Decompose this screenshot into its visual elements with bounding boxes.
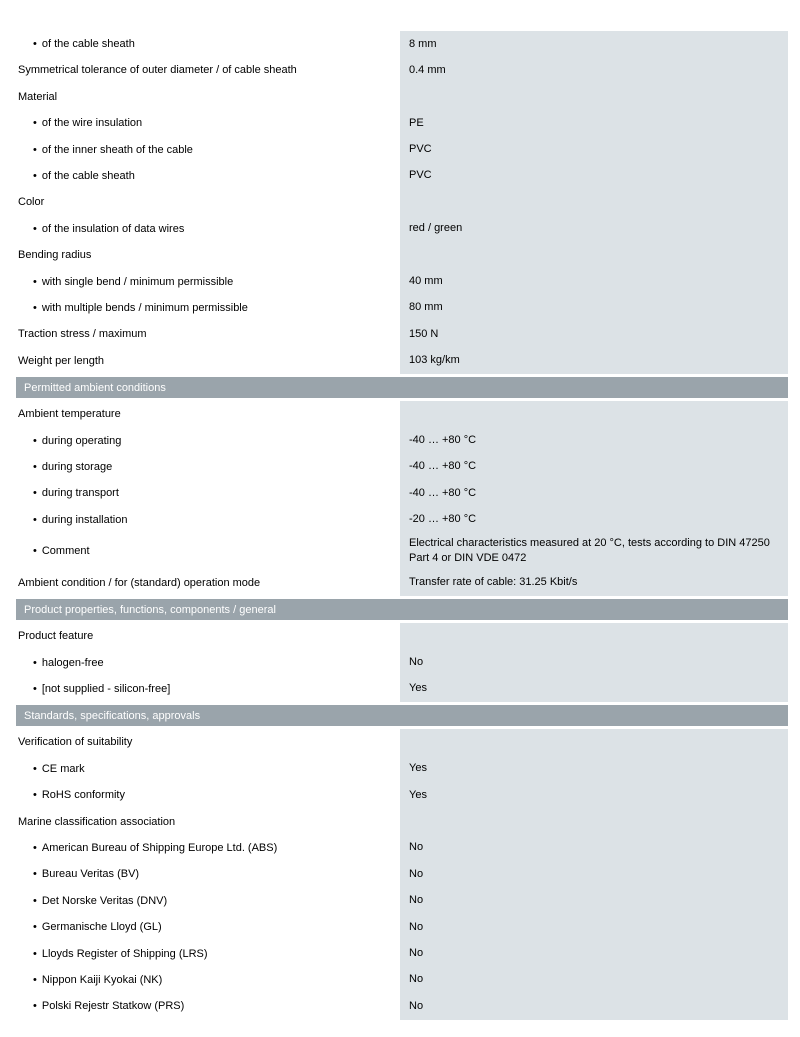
bullet-icon: •	[33, 301, 37, 314]
bullet-icon: •	[33, 38, 37, 51]
table-row	[16, 216, 788, 242]
row-value: red / green	[400, 216, 788, 242]
row-label-text: CE mark	[41, 762, 85, 775]
bullet-icon: •	[33, 656, 37, 669]
table-row	[16, 454, 788, 480]
row-value: 40 mm	[400, 269, 788, 295]
row-label-text: RoHS conformity	[41, 789, 125, 802]
bullet-icon: •	[33, 973, 37, 986]
row-label-text: [not supplied - silicon-free]	[41, 683, 171, 696]
row-label	[16, 321, 400, 347]
row-label-text: of the insulation of data wires	[41, 222, 185, 235]
row-value: No	[400, 861, 788, 887]
row-value: 8 mm	[400, 31, 788, 57]
row-label	[16, 216, 400, 242]
row-value: Transfer rate of cable: 31.25 Kbit/s	[400, 570, 788, 596]
row-value: No	[400, 914, 788, 940]
row-value: -40 … +80 °C	[400, 427, 788, 453]
row-label	[16, 888, 400, 914]
row-label-text: of the cable sheath	[41, 170, 135, 182]
table-row	[16, 110, 788, 136]
table-row	[16, 57, 788, 83]
row-value: PVC	[400, 137, 788, 163]
bullet-icon: •	[33, 487, 37, 500]
row-label	[16, 809, 400, 835]
row-value: No	[400, 888, 788, 914]
row-value: 150 N	[400, 321, 788, 347]
row-label	[16, 269, 400, 295]
row-label	[16, 861, 400, 887]
bullet-icon: •	[33, 921, 37, 934]
row-label-text: Color	[18, 196, 45, 209]
row-label-text: of the inner sheath of the cable	[41, 143, 193, 156]
bullet-icon: •	[33, 460, 37, 473]
row-label-text: Symmetrical tolerance of outer diameter / of cable sheath	[18, 64, 297, 77]
row-label	[16, 189, 400, 215]
section-header: Product properties, functions, components / general	[16, 599, 788, 620]
row-label	[16, 650, 400, 676]
table-row	[16, 888, 788, 914]
bullet-icon: •	[33, 513, 37, 526]
table-row	[16, 507, 788, 533]
row-value: No	[400, 650, 788, 676]
row-label-text: with single bend / minimum permissible	[41, 275, 234, 288]
table-row	[16, 809, 788, 835]
row-label	[16, 110, 400, 136]
row-label-text: Traction stress / maximum	[18, 328, 147, 341]
row-value: PVC	[400, 163, 788, 189]
row-label	[16, 507, 400, 533]
bullet-icon: •	[33, 947, 37, 960]
row-label-text: of the cable sheath	[41, 38, 135, 51]
bullet-icon: •	[33, 683, 37, 696]
table-row	[16, 84, 788, 110]
row-label-text: Verification of suitability	[18, 736, 133, 749]
row-value: No	[400, 967, 788, 993]
row-label	[16, 31, 400, 57]
row-label	[16, 163, 400, 189]
bullet-icon: •	[33, 545, 37, 558]
row-label-text: Weight per length	[18, 354, 105, 367]
table-row	[16, 756, 788, 782]
row-label-text: Germanische Lloyd (GL)	[41, 921, 162, 934]
row-label-text: Marine classification association	[18, 815, 176, 828]
table-row	[16, 993, 788, 1019]
spec-table	[16, 31, 788, 1020]
row-label	[16, 57, 400, 83]
row-value: Yes	[400, 782, 788, 808]
row-label	[16, 993, 400, 1019]
table-row	[16, 623, 788, 649]
table-row	[16, 242, 788, 268]
row-value	[400, 242, 788, 268]
row-label	[16, 967, 400, 993]
table-row	[16, 321, 788, 347]
row-value	[400, 189, 788, 215]
row-label-text: during operating	[41, 434, 122, 447]
row-label-text: during installation	[41, 513, 128, 526]
bullet-icon: •	[33, 762, 37, 775]
row-label	[16, 480, 400, 506]
table-row	[16, 427, 788, 453]
row-label-text: with multiple bends / minimum permissible	[41, 301, 248, 314]
table-row	[16, 835, 788, 861]
table-row	[16, 137, 788, 163]
row-label-text: Det Norske Veritas (DNV)	[41, 894, 168, 907]
bullet-icon: •	[33, 143, 37, 156]
row-label	[16, 941, 400, 967]
row-label	[16, 676, 400, 702]
row-label	[16, 84, 400, 110]
row-label-text: Ambient temperature	[18, 408, 121, 421]
row-label	[16, 242, 400, 268]
table-row	[16, 189, 788, 215]
bullet-icon: •	[33, 117, 37, 130]
row-value: No	[400, 941, 788, 967]
row-label-text: halogen-free	[41, 656, 104, 669]
table-row	[16, 348, 788, 374]
row-label	[16, 729, 400, 755]
row-value: No	[400, 993, 788, 1019]
table-row	[16, 570, 788, 596]
row-value: 80 mm	[400, 295, 788, 321]
row-label	[16, 295, 400, 321]
row-label	[16, 623, 400, 649]
row-label-text: Polski Rejestr Statkow (PRS)	[41, 1000, 185, 1013]
row-label	[16, 137, 400, 163]
row-label	[16, 782, 400, 808]
row-label-text: Material	[18, 90, 58, 103]
table-row	[16, 269, 788, 295]
bullet-icon: •	[33, 170, 37, 182]
table-row	[16, 676, 788, 702]
row-value	[400, 401, 788, 427]
row-label-text: Ambient condition / for (standard) operation mode	[18, 576, 261, 589]
row-value: No	[400, 835, 788, 861]
row-label	[16, 570, 400, 596]
row-label	[16, 756, 400, 782]
table-row	[16, 650, 788, 676]
row-label-text: Product feature	[18, 630, 94, 643]
row-label	[16, 454, 400, 480]
bullet-icon: •	[33, 275, 37, 288]
row-label-text: of the wire insulation	[41, 117, 143, 130]
table-row	[16, 533, 788, 570]
row-value: PE	[400, 110, 788, 136]
row-label	[16, 914, 400, 940]
table-row	[16, 861, 788, 887]
table-row	[16, 480, 788, 506]
row-label-text: during storage	[41, 460, 113, 473]
row-label-text: Bending radius	[18, 249, 92, 262]
bullet-icon: •	[33, 894, 37, 907]
row-value	[400, 729, 788, 755]
row-label-text: Lloyds Register of Shipping (LRS)	[41, 947, 208, 960]
section-header: Permitted ambient conditions	[16, 377, 788, 398]
bullet-icon: •	[33, 434, 37, 447]
row-label	[16, 533, 400, 570]
row-value	[400, 84, 788, 110]
row-label	[16, 348, 400, 374]
row-value: 0.4 mm	[400, 57, 788, 83]
row-label-text: American Bureau of Shipping Europe Ltd. (ABS)	[41, 841, 278, 854]
row-label-text: during transport	[41, 487, 119, 500]
row-value: -40 … +80 °C	[400, 454, 788, 480]
row-label-text: Comment	[41, 545, 90, 558]
row-label	[16, 401, 400, 427]
table-row	[16, 31, 788, 57]
row-label	[16, 427, 400, 453]
table-row	[16, 401, 788, 427]
bullet-icon: •	[33, 841, 37, 854]
row-label-text: Nippon Kaiji Kyokai (NK)	[41, 973, 163, 986]
row-value	[400, 623, 788, 649]
table-row	[16, 941, 788, 967]
row-label-text: Bureau Veritas (BV)	[41, 868, 140, 881]
row-value: Yes	[400, 676, 788, 702]
table-row	[16, 914, 788, 940]
bullet-icon: •	[33, 868, 37, 881]
row-value: 103 kg/km	[400, 348, 788, 374]
bullet-icon: •	[33, 1000, 37, 1013]
row-value: -40 … +80 °C	[400, 480, 788, 506]
row-value: Yes	[400, 756, 788, 782]
table-row	[16, 163, 788, 189]
row-value: Electrical characteristics measured at 20 °C, tests according to DIN 47250 Part 4 or DIN VDE 0472	[400, 533, 788, 570]
bullet-icon: •	[33, 222, 37, 235]
table-row	[16, 295, 788, 321]
row-label	[16, 835, 400, 861]
table-row	[16, 967, 788, 993]
table-row	[16, 729, 788, 755]
row-value	[400, 809, 788, 835]
row-value: -20 … +80 °C	[400, 507, 788, 533]
bullet-icon: •	[33, 789, 37, 802]
table-row	[16, 782, 788, 808]
section-header: Standards, specifications, approvals	[16, 705, 788, 726]
